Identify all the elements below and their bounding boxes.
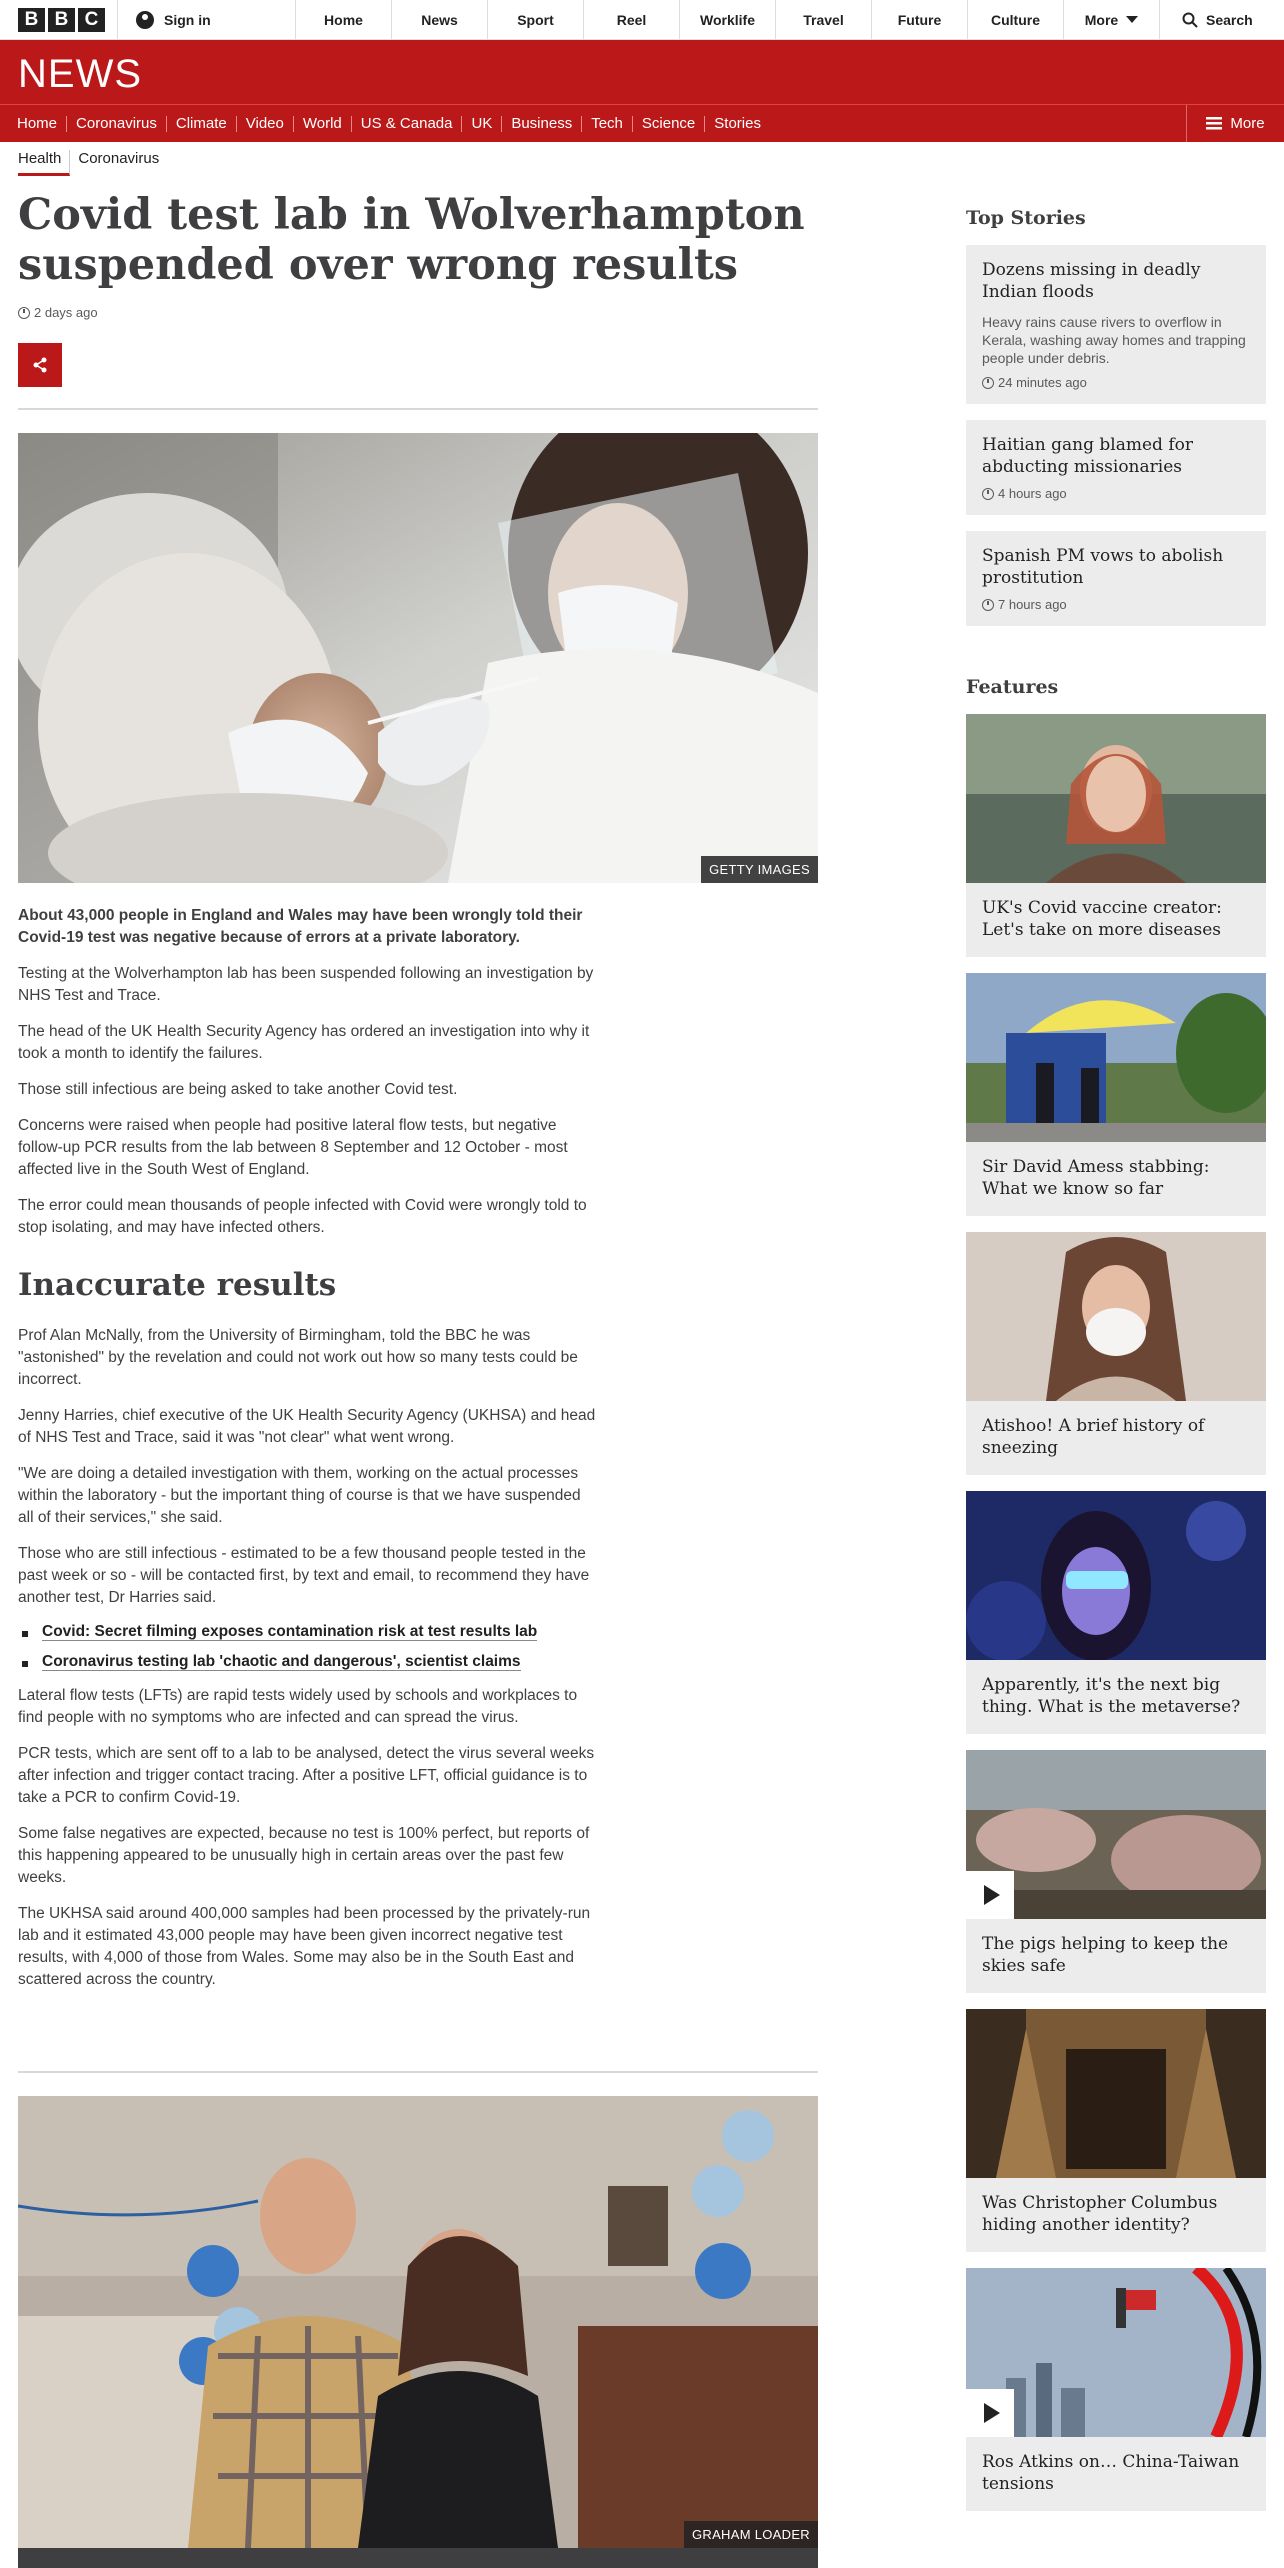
feature-thumbnail — [966, 1491, 1266, 1660]
feature-photo — [966, 1232, 1266, 1401]
paragraph: The head of the UK Health Security Agency has ordered an investigation into why it took a month to identify the failures. — [18, 1023, 590, 1062]
breadcrumb — [18, 150, 159, 176]
bbc-logo[interactable]: B B C — [0, 0, 118, 39]
section-nav-business[interactable]: Business — [502, 116, 582, 132]
news-masthead — [0, 40, 1284, 104]
top-story-time-text: 24 minutes ago — [998, 375, 1087, 390]
related-link-text: Covid: Secret filming exposes contamination risk at test results lab — [42, 1623, 538, 1640]
clock-icon — [982, 599, 994, 611]
global-nav-reel[interactable]: Reel — [584, 0, 680, 39]
top-story[interactable] — [966, 531, 1266, 626]
top-story-time — [982, 375, 1250, 390]
feature-card[interactable] — [966, 2268, 1266, 2511]
paragraph: Those still infectious are being asked to take another Covid test. — [18, 1081, 458, 1098]
feature-thumbnail — [966, 714, 1266, 883]
top-story[interactable] — [966, 420, 1266, 515]
section-nav-world[interactable]: World — [294, 116, 352, 132]
section-nav-climate[interactable]: Climate — [167, 116, 237, 132]
clock-icon — [982, 377, 994, 389]
global-nav-worklife[interactable]: Worklife — [680, 0, 776, 39]
global-nav-future[interactable]: Future — [872, 0, 968, 39]
top-stories-heading: Top Stories — [966, 207, 1086, 229]
article-header — [18, 190, 818, 410]
main-image — [18, 433, 818, 883]
menu-icon — [1206, 117, 1222, 130]
global-nav — [0, 0, 1284, 40]
paragraph: The error could mean thousands of people infected with Covid were wrongly told to stop isolating, and may have infected others. — [18, 1197, 587, 1236]
section-nav-stories[interactable]: Stories — [714, 114, 761, 132]
paragraph: Jenny Harries, chief executive of the UK Health Security Agency (UKHSA) and head of NHS Test and Trace, said it was "not clear" what went wrong. — [18, 1407, 596, 1446]
related-links — [18, 1623, 598, 1671]
feature-title: Sir David Amess stabbing: What we know so far — [982, 1157, 1210, 1199]
feature-thumbnail — [966, 1750, 1266, 1919]
feature-thumbnail — [966, 1232, 1266, 1401]
feature-card[interactable] — [966, 1232, 1266, 1475]
feature-title: Apparently, it's the next big thing. What is the metaverse? — [982, 1675, 1241, 1717]
clock-icon — [18, 307, 30, 319]
features-heading: Features — [966, 676, 1059, 698]
share-button[interactable] — [18, 343, 62, 387]
play-video-button[interactable] — [966, 2389, 1014, 2437]
feature-title: UK's Covid vaccine creator: Let's take on more diseases — [982, 898, 1222, 940]
section-nav-video[interactable]: Video — [237, 116, 294, 132]
subheading: Inaccurate results — [18, 1267, 337, 1303]
paragraph: Some false negatives are expected, because no test is 100% perfect, but reports of this happening appeared to be unusually high in certain areas over the past few weeks. — [18, 1825, 590, 1886]
couple-image — [18, 2096, 818, 2548]
feature-thumbnail — [966, 973, 1266, 1142]
search-button[interactable] — [1160, 0, 1253, 39]
top-story-time — [982, 486, 1250, 501]
global-nav-more[interactable] — [1064, 0, 1160, 39]
caret-down-icon — [1126, 16, 1138, 24]
paragraph: PCR tests, which are sent off to a lab to be analysed, detect the virus several weeks after infection and trigger contact tracing. After a positive LFT, official guidance is to take a PCR to confirm Covid-19. — [18, 1745, 595, 1806]
feature-card[interactable] — [966, 973, 1266, 1216]
paragraph: "We are doing a detailed investigation with them, working on the actual processes within the laboratory - but the important thing of course is that we have suspended all of their services," she said. — [18, 1465, 581, 1526]
article-date — [18, 305, 818, 320]
feature-card[interactable] — [966, 714, 1266, 957]
image-credit: GRAHAM LOADER — [684, 2521, 818, 2548]
feature-photo — [966, 973, 1266, 1142]
user-icon — [136, 11, 154, 29]
section-nav-science[interactable]: Science — [633, 116, 705, 132]
divider — [18, 2071, 818, 2073]
global-nav-links — [296, 0, 1160, 39]
image-caption-bar — [18, 2548, 818, 2568]
paragraph: Testing at the Wolverhampton lab has been suspended following an investigation by NHS Test and Trace. — [18, 965, 594, 1004]
article-date-text: 2 days ago — [34, 305, 98, 320]
feature-photo — [966, 1491, 1266, 1660]
feature-card[interactable] — [966, 2009, 1266, 2252]
feature-photo — [966, 2009, 1266, 2178]
sign-in-label: Sign in — [164, 11, 211, 28]
section-nav-us-canada[interactable]: US & Canada — [352, 116, 463, 132]
feature-photo — [966, 714, 1266, 883]
section-nav-more-button[interactable] — [1186, 105, 1284, 142]
global-nav-sport[interactable]: Sport — [488, 0, 584, 39]
paragraph: Prof Alan McNally, from the University of Birmingham, told the BBC he was "astonished" by the revelation and could not work out how so many tests could be incorrect. — [18, 1327, 578, 1388]
search-icon — [1182, 12, 1198, 28]
top-story-headline: Spanish PM vows to abolish prostitution — [982, 546, 1224, 588]
section-nav-uk[interactable]: UK — [462, 116, 502, 132]
divider — [18, 408, 818, 410]
top-story-headline: Haitian gang blamed for abducting missionaries — [982, 435, 1193, 477]
top-story-summary: Heavy rains cause rivers to overflow in Kerala, washing away homes and trapping people under debris. — [982, 314, 1246, 366]
section-nav-tech[interactable]: Tech — [582, 116, 633, 132]
search-label: Search — [1206, 11, 1253, 28]
sidebar — [966, 190, 1266, 2511]
feature-card[interactable] — [966, 1491, 1266, 1734]
top-story[interactable] — [966, 245, 1266, 404]
global-nav-news[interactable]: News — [392, 0, 488, 39]
couple-photo — [18, 2096, 818, 2548]
news-wordmark[interactable]: NEWS — [18, 52, 142, 96]
clock-icon — [982, 488, 994, 500]
paragraph: Concerns were raised when people had positive lateral flow tests, but negative follow-up PCR results from the lab between 8 September and 12 October - most affected live in the South West of England. — [18, 1117, 568, 1178]
paragraph: The UKHSA said around 400,000 samples had been processed by the privately-run lab and it estimated 43,000 people may have been given incorrect negative test results, with 4,000 of those from Wales. Some may also be in the South East and scattered across the country. — [18, 1905, 591, 1988]
related-link[interactable] — [18, 1653, 598, 1671]
top-story-time-text: 4 hours ago — [998, 486, 1067, 501]
global-nav-culture[interactable]: Culture — [968, 0, 1064, 39]
global-nav-more-label: More — [1084, 11, 1119, 28]
top-story-headline: Dozens missing in deadly Indian floods — [982, 260, 1201, 302]
global-nav-home[interactable]: Home — [296, 0, 392, 39]
sign-in-button[interactable] — [118, 0, 296, 39]
share-icon — [32, 357, 48, 373]
play-video-button[interactable] — [966, 1871, 1014, 1919]
breadcrumb-coronavirus[interactable]: Coronavirus — [78, 150, 160, 167]
paragraph: Lateral flow tests (LFTs) are rapid tests widely used by schools and workplaces to find people with no symptoms who are infected and can spread the virus. — [18, 1687, 578, 1726]
global-nav-travel[interactable]: Travel — [776, 0, 872, 39]
breadcrumb-health[interactable]: Health — [18, 150, 70, 176]
article-title: Covid test lab in Wolverhampton suspended over wrong results — [18, 190, 805, 290]
article-lede: About 43,000 people in England and Wales may have been wrongly told their Covid-19 test was negative because of errors at a private laboratory. — [18, 907, 583, 946]
top-story-time — [982, 597, 1250, 612]
feature-title: Ros Atkins on… China-Taiwan tensions — [982, 2452, 1240, 2494]
related-link-text: Coronavirus testing lab 'chaotic and dangerous', scientist claims — [42, 1653, 521, 1670]
feature-thumbnail — [966, 2268, 1266, 2437]
section-nav-coronavirus[interactable]: Coronavirus — [67, 116, 167, 132]
section-nav-links — [0, 116, 770, 132]
related-link[interactable] — [18, 1623, 598, 1641]
feature-title: The pigs helping to keep the skies safe — [982, 1934, 1229, 1976]
paragraph: Those who are still infectious - estimated to be a few thousand people tested in the past week or so - will be contacted first, by text and email, to recommend they have another test, Dr Harries said. — [18, 1545, 590, 1606]
swab-test-photo — [18, 433, 818, 883]
feature-title: Was Christopher Columbus hiding another identity? — [982, 2193, 1218, 2235]
top-story-time-text: 7 hours ago — [998, 597, 1067, 612]
section-nav-home[interactable]: Home — [8, 116, 67, 132]
image-credit: GETTY IMAGES — [701, 856, 818, 883]
feature-card[interactable] — [966, 1750, 1266, 1993]
article-body — [18, 905, 598, 2005]
feature-thumbnail — [966, 2009, 1266, 2178]
feature-title: Atishoo! A brief history of sneezing — [982, 1416, 1205, 1458]
section-nav — [0, 104, 1284, 142]
section-nav-more-label: More — [1230, 115, 1265, 132]
